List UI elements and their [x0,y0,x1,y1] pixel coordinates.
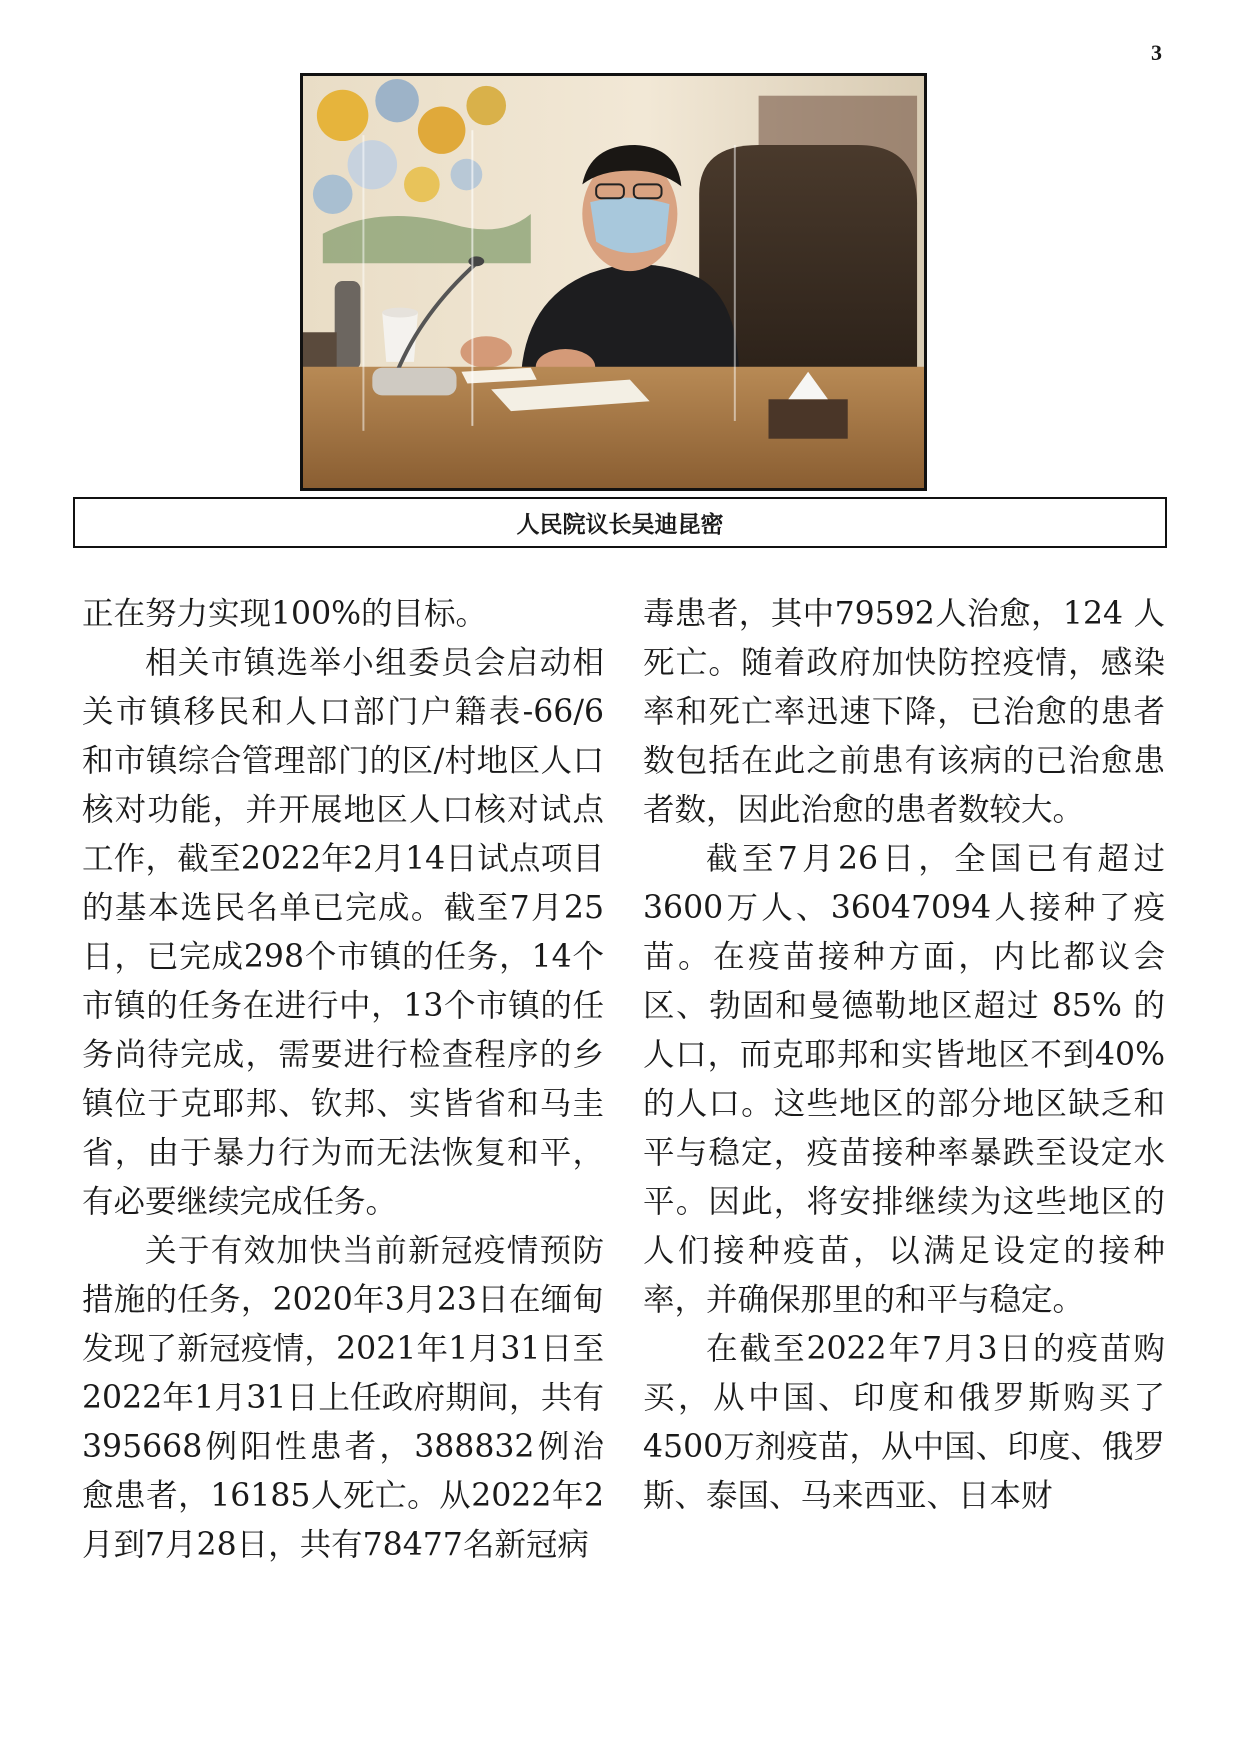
paragraph: 在截至2022年7月3日的疫苗购买，从中国、印度和俄罗斯购买了4500万剂疫苗，从中国、印度、俄罗斯、泰国、马来西亚、日本财 [643,1331,1165,1514]
paragraph: 正在努力实现100%的目标。 [82,596,488,632]
right-column [643,590,1197,1521]
paragraph: 毒患者，其中79592人治愈，124 人死亡。随着政府加快防控疫情，感染率和死亡率迅速下降，已治愈的患者数包括在此之前患有该病的已治愈患者数，因此治愈的患者数较大。 [643,596,1165,828]
paragraph: 关于有效加快当前新冠疫情预防措施的任务，2020年3月23日在缅甸发现了新冠疫情，2021年1月31日至2022年1月31日上任政府期间，共有395668例阳性患者，388832例治愈患者，16185人死亡。从2022年2月到7月28日，共有78477名新冠病 [82,1233,604,1563]
page-number: 3 [1151,40,1162,65]
photo-caption-box [73,497,1167,548]
left-column [82,590,604,1570]
photo-of-speaker-at-desk-icon [303,76,924,488]
photo-caption: 人民院议长吴迪昆密 [516,512,724,538]
paragraph: 相关市镇选举小组委员会启动相关市镇移民和人口部门户籍表-66/6和市镇综合管理部门的区/村地区人口核对功能，并开展地区人口核对试点工作，截至2022年2月14日试点项目的基本选民名单已完成。截至7月25日，已完成298个市镇的任务，14个市镇的任务在进行中，13个市镇的任务尚待完成，需要进行检查程序的乡镇位于克耶邦、钦邦、实皆省和马圭省，由于暴力行为而无法恢复和平，有必要继续完成任务。 [82,645,604,1220]
paragraph: 截至7月26日，全国已有超过3600万人、36047094人接种了疫苗。在疫苗接种方面，内比都议会区、勃固和曼德勒地区超过 85% 的人口，而克耶邦和实皆地区不到40% 的人口。这些地区的部分地区缺乏和平与稳定，疫苗接种率暴跌至设定水平。因此，将安排继续为这些地区的人们接种疫苗，以满足设定的接种率，并确保那里的和平与稳定。 [643,841,1197,1318]
speaker-photo [300,73,927,491]
